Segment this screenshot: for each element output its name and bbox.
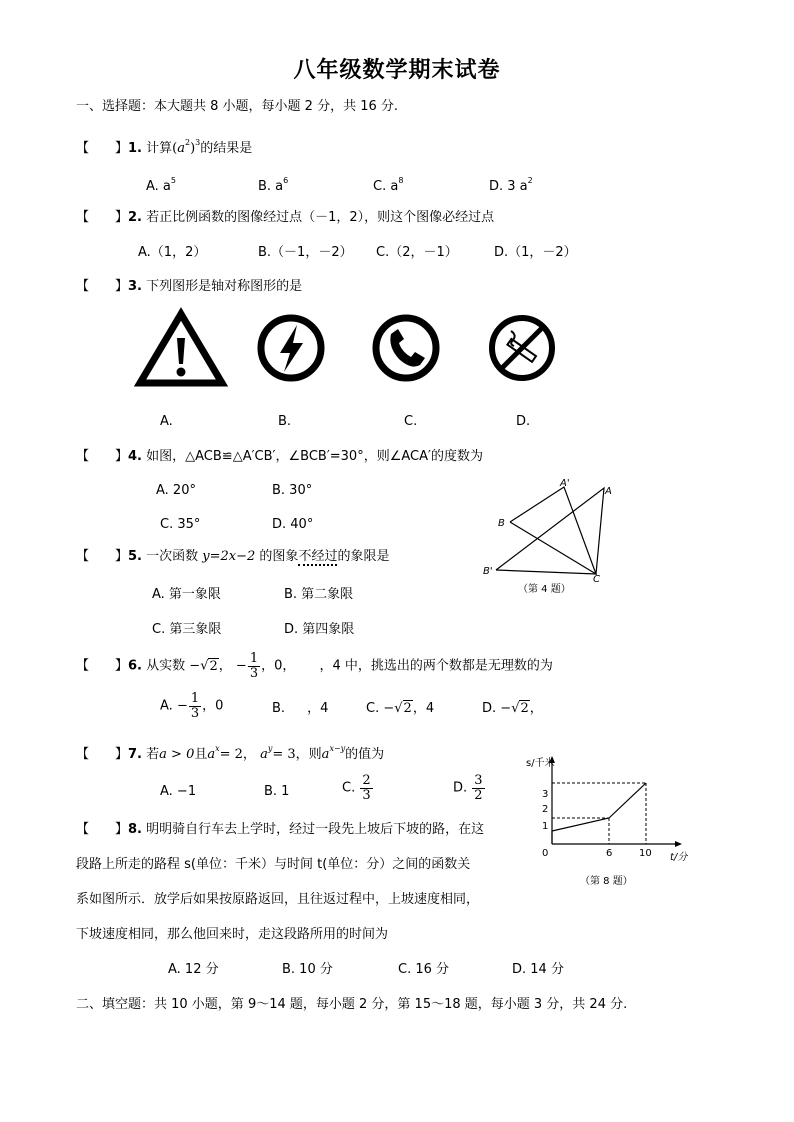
option-a: A. −1 xyxy=(160,784,197,799)
question-text: 如图，△ACB≌△A′CB′，∠BCB′=30°，则∠ACA′的度数为 xyxy=(146,449,483,464)
question-number: 4. xyxy=(128,449,142,464)
x-tick-6: 6 xyxy=(606,848,613,859)
question-text: 下列图形是轴对称图形的是 xyxy=(146,279,303,294)
question-number: 2. xyxy=(128,210,142,225)
section-1-heading: 一、选择题：本大题共 8 小题，每小题 2 分，共 16 分. xyxy=(76,99,399,114)
section-2-heading: 二、填空题：共 10 小题，第 9～14 题，每小题 2 分，第 15～18 题，每小题 3 分，共 24 分. xyxy=(76,997,628,1012)
fraction-one-third: $\frac{1}{3}$ xyxy=(249,651,259,681)
option-a: A. $a^5$ xyxy=(146,176,176,194)
question-8 xyxy=(76,823,484,836)
label-a: A xyxy=(605,486,612,497)
phone-icon xyxy=(371,313,441,383)
function-expression: y=2x−2 xyxy=(202,549,256,564)
option-d: D. 第四象限 xyxy=(284,622,355,637)
option-a: A. 12 分 xyxy=(168,962,219,977)
question-number: 3. xyxy=(128,279,142,294)
option-c: C. −√2，4 xyxy=(366,701,435,716)
emphasis-text: 不经过 xyxy=(298,549,338,564)
x-tick-10: 10 xyxy=(639,848,652,859)
option-d: D. −√2， xyxy=(482,701,543,716)
answer-bracket: 【 】 xyxy=(76,279,129,294)
figure-8-caption: （第 8 题） xyxy=(580,876,633,887)
question-2 xyxy=(76,211,494,224)
figure-label-b: B. xyxy=(278,414,292,429)
y-tick-3: 3 xyxy=(542,789,549,800)
page-title: 八年级数学期末试卷 xyxy=(293,58,501,83)
question-6: 【 】6. 从实数 −√2， − $\frac{1}{3}$ ，0， ，4 中，挑选出的两个数都是无理数的为 xyxy=(76,651,553,681)
option-b: B. 30° xyxy=(272,483,313,498)
power-expression: $(a^2)^3$ xyxy=(172,138,201,156)
y-tick-2: 2 xyxy=(542,804,549,815)
question-8-line-2: 段路上所走的路程 s(单位：千米）与时间 t(单位：分）之间的函数关 xyxy=(76,857,471,872)
label-b-prime: B' xyxy=(483,566,493,577)
option-d: D.（1，－2） xyxy=(494,245,577,260)
option-a: A. 20° xyxy=(156,483,196,498)
question-text: 明明骑自行车去上学时，经过一段先上坡后下坡的路，在这 xyxy=(146,822,485,837)
option-d: D. 40° xyxy=(272,517,314,532)
question-text: 计算 xyxy=(146,141,173,156)
y-axis-label: s/千米 xyxy=(526,758,555,769)
option-c: C. $\frac{2}{3}$ xyxy=(342,773,371,803)
question-number: 8. xyxy=(128,822,142,837)
figure-4-triangles xyxy=(478,474,618,604)
x-axis-label: t/分 xyxy=(670,852,688,863)
question-8-line-3: 系如图所示．放学后如果按原路返回，且往返过程中，上坡速度相同， xyxy=(76,892,480,907)
y-tick-1: 1 xyxy=(542,821,549,832)
option-a: A. 第一象限 xyxy=(152,587,221,602)
question-text: 从实数 xyxy=(146,658,186,674)
question-text: 一次函数 xyxy=(146,549,203,564)
option-b: B. 10 分 xyxy=(282,962,333,977)
option-c: C. $a^8$ xyxy=(373,176,404,194)
label-c: C xyxy=(593,574,600,585)
question-number: 1. xyxy=(128,141,142,156)
neg-sqrt-2: −√2 xyxy=(189,658,218,674)
option-b: B.（－1，－2） xyxy=(258,245,353,260)
option-c: C. 16 分 xyxy=(398,962,450,977)
condition-a-positive: a > 0 xyxy=(159,747,195,762)
answer-bracket: 【 】 xyxy=(76,210,129,225)
question-number: 5. xyxy=(128,549,142,564)
question-1 xyxy=(76,139,252,155)
option-c: C. 35° xyxy=(160,517,201,532)
option-b: B. 1 xyxy=(264,784,290,799)
figure-label-c: C. xyxy=(404,414,418,429)
figure-4-caption: （第 4 题） xyxy=(518,584,571,595)
origin-label: 0 xyxy=(542,848,549,859)
question-5: 【 】5. 一次函数 y=2x−2 的图象不经过的象限是 xyxy=(76,549,390,564)
answer-bracket: 【 】 xyxy=(76,141,129,156)
option-b: B. 第二象限 xyxy=(284,587,354,602)
warning-triangle-icon xyxy=(136,310,226,386)
answer-bracket: 【 】 xyxy=(76,449,129,464)
figure-label-d: D. xyxy=(516,414,531,429)
answer-bracket: 【 】 xyxy=(76,549,129,564)
answer-bracket: 【 】 xyxy=(76,658,129,674)
label-a-prime: A' xyxy=(560,478,570,489)
question-4 xyxy=(76,450,483,463)
question-8-line-4: 下坡速度相同，那么他回来时，走这段路所用的时间为 xyxy=(76,927,389,942)
option-b: B. ，4 xyxy=(272,701,329,716)
option-a: A.（1，2） xyxy=(138,245,207,260)
label-b: B xyxy=(498,518,505,529)
figure-label-a: A. xyxy=(160,414,173,429)
lightning-icon xyxy=(256,313,326,383)
option-d: D. 3 $a^2$ xyxy=(489,176,533,194)
answer-bracket: 【 】 xyxy=(76,747,129,762)
question-number: 7. xyxy=(128,747,142,762)
answer-bracket: 【 】 xyxy=(76,822,129,837)
question-text: 若正比例函数的图像经过点（－1，2），则这个图像必经过点 xyxy=(146,210,495,225)
option-d: D. 14 分 xyxy=(512,962,564,977)
option-d: D. $\frac{3}{2}$ xyxy=(453,773,483,803)
option-c: C.（2，－1） xyxy=(376,245,458,260)
question-number: 6. xyxy=(128,658,142,674)
option-a: A. − $\frac{1}{3}$ ，0 xyxy=(160,691,224,721)
option-b: B. $a^6$ xyxy=(258,176,289,194)
question-text: 的结果是 xyxy=(200,141,253,156)
question-3 xyxy=(76,280,302,293)
figure-8-graph xyxy=(526,752,690,892)
question-7: 【 】7. 若a > 0且$a^x= 2$， $a^y= 3$，则$a^{x-y}$的值为 xyxy=(76,744,385,762)
no-smoking-icon xyxy=(487,313,557,383)
option-c: C. 第三象限 xyxy=(152,622,222,637)
